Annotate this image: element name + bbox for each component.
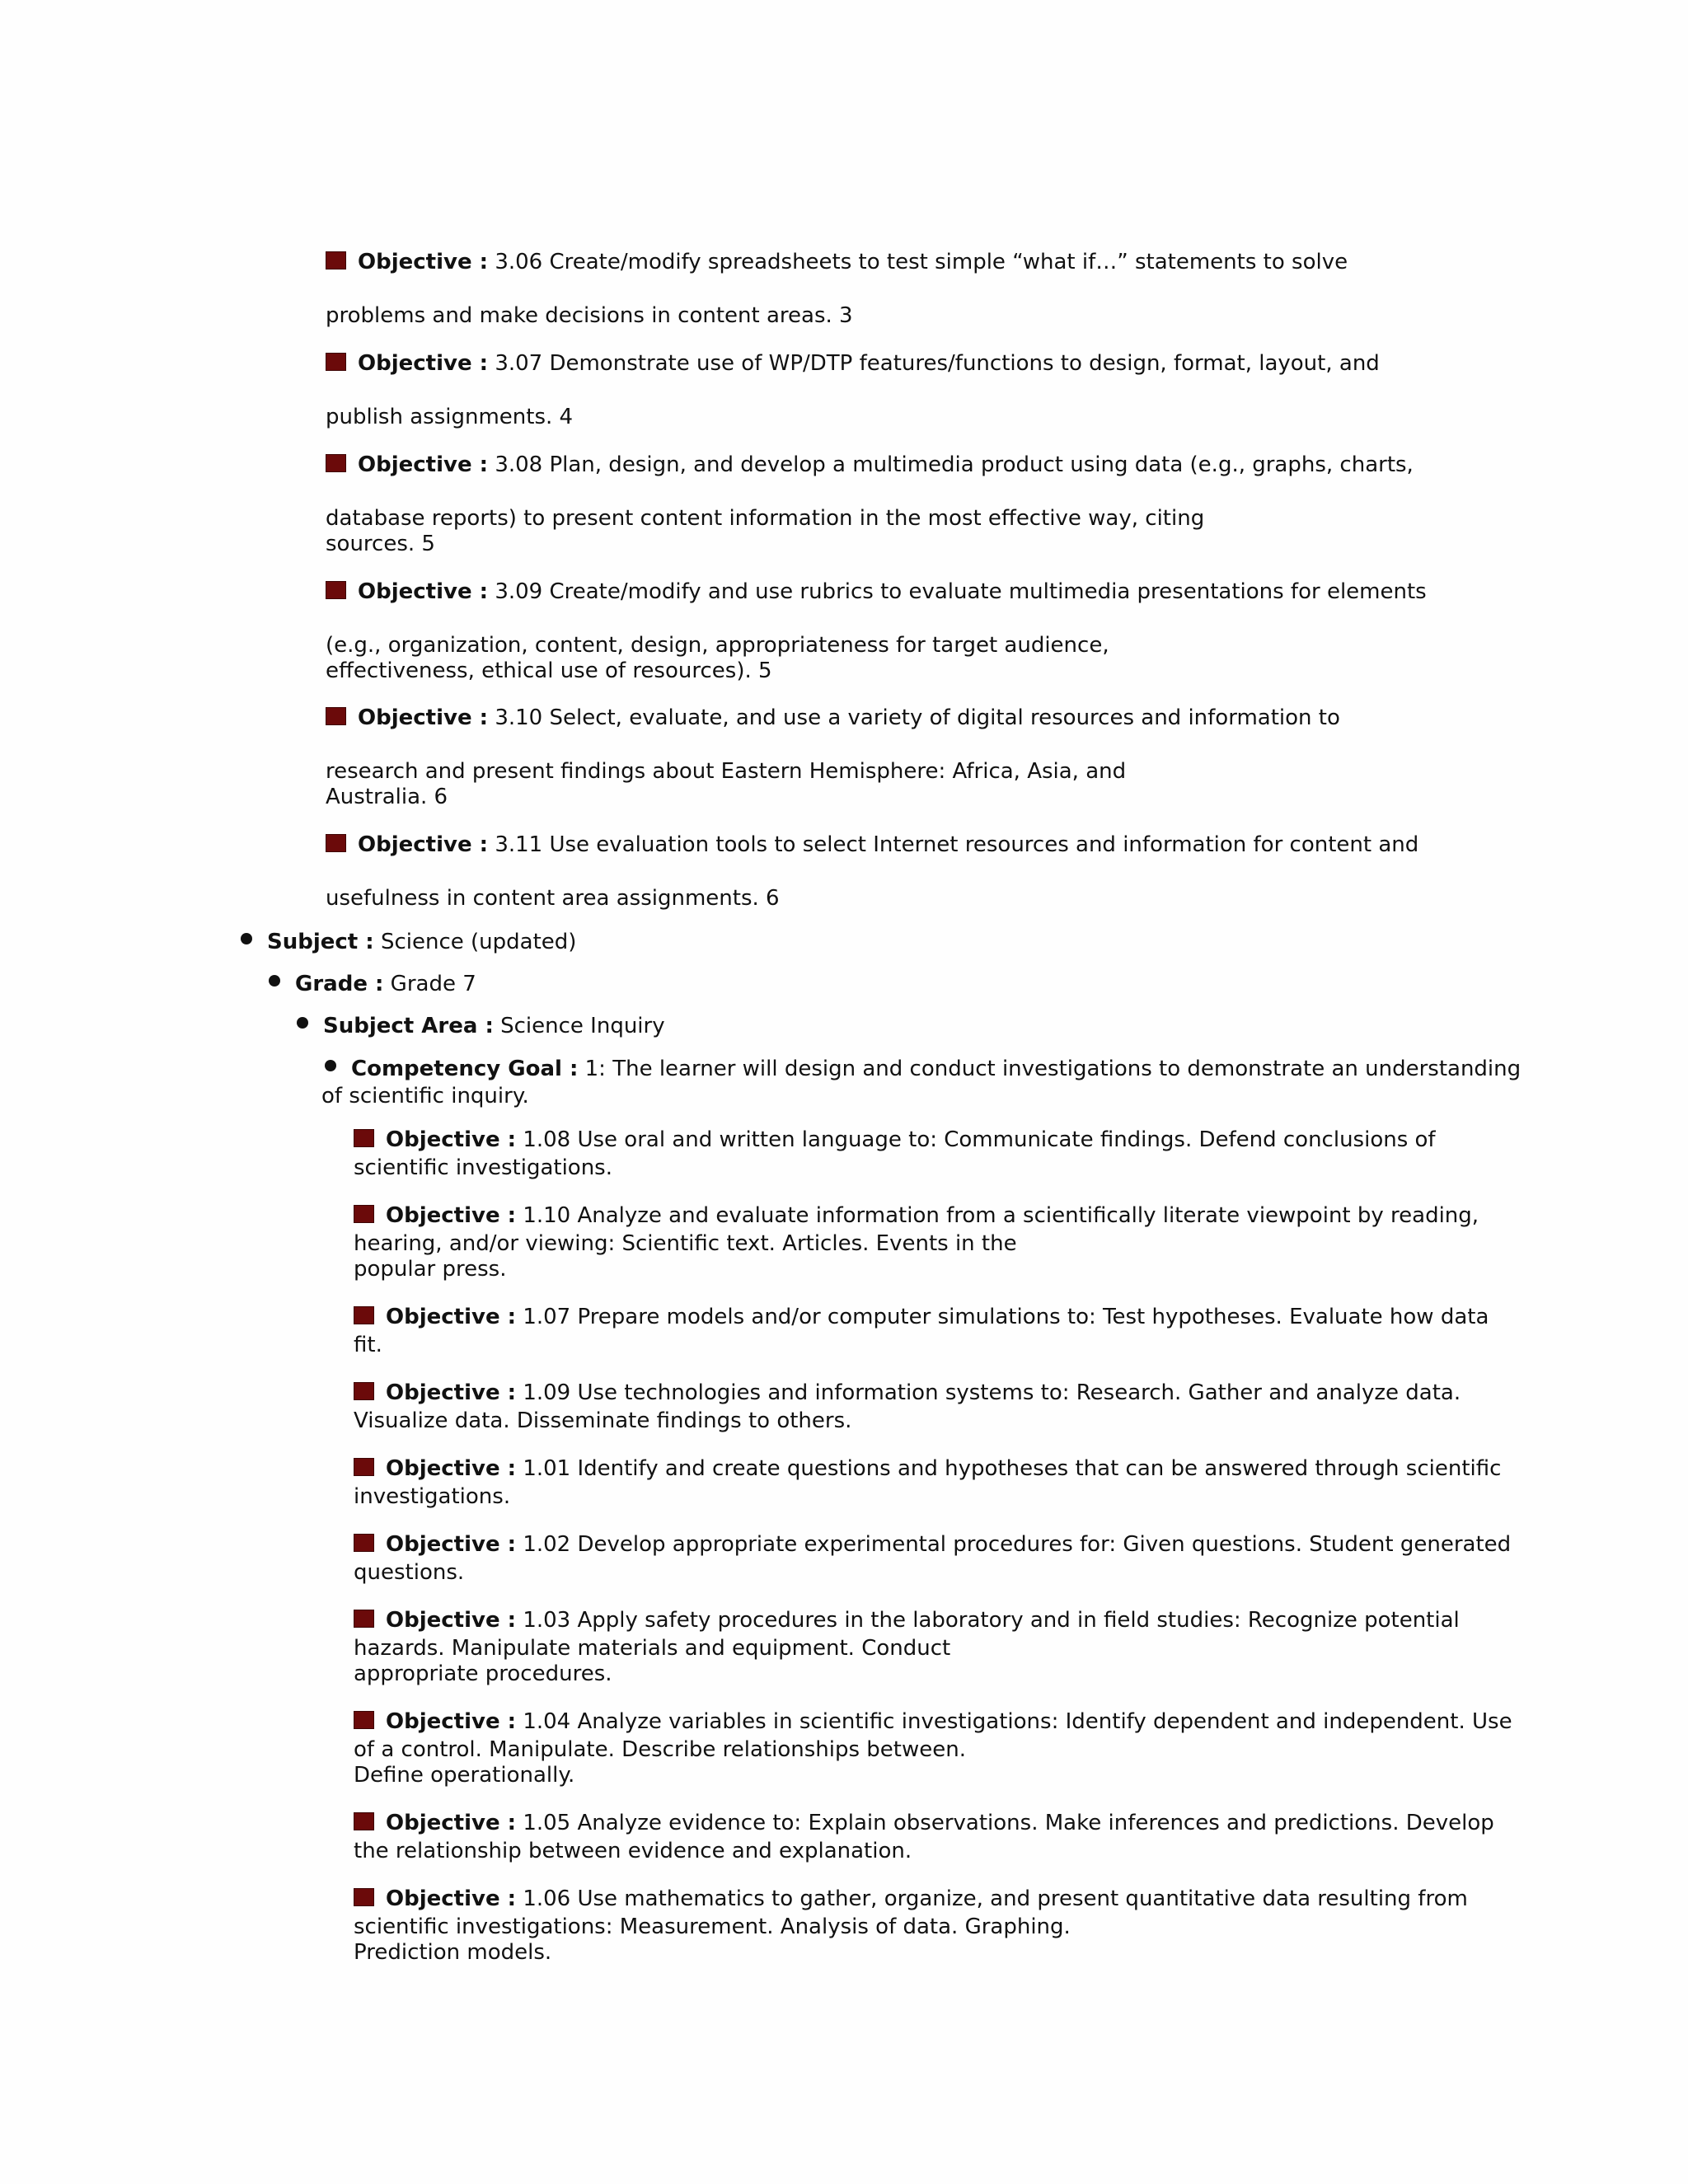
objective-continuation: questions. [354, 1560, 465, 1585]
objective-text: 3.10 Select, evaluate, and use a variety of digital resources and information to [495, 705, 1340, 730]
subject-area-label: Subject Area : [323, 1014, 494, 1038]
subject-bullet-icon [241, 933, 252, 944]
objective-bullet-icon [354, 1382, 374, 1400]
objective-label: Objective : [386, 1532, 517, 1557]
objective-label: Objective : [358, 705, 489, 730]
objective-continuation: of a control. Manipulate. Describe relationships between. [354, 1737, 966, 1762]
objective-continuation: (e.g., organization, content, design, appropriateness for target audience, [326, 633, 1109, 658]
subject-area-line [323, 1013, 665, 1039]
objective-line [386, 1531, 1511, 1558]
objective-text: 1.01 Identify and create questions and hypotheses that can be answered through scientific [523, 1456, 1502, 1481]
objective-text: 1.02 Develop appropriate experimental procedures for: Given questions. Student generated [523, 1532, 1512, 1557]
objective-text: 3.09 Create/modify and use rubrics to evaluate multimedia presentations for elements [495, 579, 1427, 604]
objective-continuation: hearing, and/or viewing: Scientific text. Articles. Events in the [354, 1231, 1017, 1256]
objective-continuation: database reports) to present content information in the most effective way, citing [326, 506, 1205, 531]
objective-continuation: popular press. [354, 1257, 507, 1282]
objective-line [386, 1810, 1494, 1836]
objective-text: 1.10 Analyze and evaluate information from a scientifically literate viewpoint by reading, [523, 1203, 1479, 1228]
objective-text: 1.05 Analyze evidence to: Explain observations. Make inferences and predictions. Develop [523, 1811, 1494, 1835]
objective-label: Objective : [358, 452, 489, 477]
objective-label: Objective : [386, 1127, 517, 1152]
objective-bullet-icon [354, 1534, 374, 1552]
objective-text: 1.07 Prepare models and/or computer simulations to: Test hypotheses. Evaluate how data [523, 1305, 1489, 1329]
subject-area-bullet-icon [297, 1017, 308, 1029]
objective-bullet-icon [326, 353, 346, 371]
objective-line [386, 1886, 1468, 1912]
objective-bullet-icon [354, 1711, 374, 1729]
objective-text: 1.03 Apply safety procedures in the laboratory and in field studies: Recognize potential [523, 1608, 1460, 1633]
objective-text: 1.06 Use mathematics to gather, organize, and present quantitative data resulting from [523, 1886, 1468, 1911]
objective-label: Objective : [386, 1456, 517, 1481]
objective-label: Objective : [386, 1203, 517, 1228]
objective-continuation: effectiveness, ethical use of resources). 5 [326, 658, 772, 683]
objective-line [358, 249, 1348, 275]
objective-label: Objective : [386, 1886, 517, 1911]
objective-label: Objective : [358, 579, 489, 604]
objective-line [358, 350, 1380, 377]
objective-label: Objective : [358, 250, 489, 274]
objective-line [386, 1202, 1479, 1229]
competency-goal-continuation: of scientific inquiry. [321, 1084, 529, 1108]
objective-bullet-icon [326, 834, 346, 852]
objective-text: 3.11 Use evaluation tools to select Internet resources and information for content and [495, 832, 1419, 857]
objective-line [386, 1455, 1501, 1482]
objective-continuation: investigations. [354, 1484, 511, 1509]
objective-bullet-icon [354, 1458, 374, 1476]
objective-line [358, 579, 1427, 605]
objective-continuation: problems and make decisions in content areas. 3 [326, 303, 853, 328]
objective-continuation: fit. [354, 1333, 382, 1357]
grade-value: Grade 7 [390, 972, 476, 996]
objective-continuation: research and present findings about Eastern Hemisphere: Africa, Asia, and [326, 759, 1127, 784]
competency-goal-line [351, 1056, 1521, 1082]
objective-continuation: Prediction models. [354, 1940, 552, 1965]
subject-line [267, 929, 576, 955]
objective-bullet-icon [326, 251, 346, 269]
objective-continuation: Visualize data. Disseminate findings to others. [354, 1408, 852, 1433]
objective-line [358, 705, 1340, 731]
objective-label: Objective : [386, 1709, 517, 1734]
grade-label: Grade : [295, 972, 384, 996]
objective-bullet-icon [326, 707, 346, 725]
objective-continuation: the relationship between evidence and explanation. [354, 1839, 912, 1863]
objective-continuation: usefulness in content area assignments. 6 [326, 886, 780, 911]
objective-continuation: publish assignments. 4 [326, 405, 574, 429]
objective-continuation: scientific investigations. [354, 1155, 612, 1180]
objective-bullet-icon [354, 1205, 374, 1223]
objective-continuation: hazards. Manipulate materials and equipment. Conduct [354, 1636, 951, 1661]
objective-line [386, 1607, 1460, 1633]
objective-line [358, 832, 1418, 858]
objective-bullet-icon [354, 1812, 374, 1830]
objective-bullet-icon [354, 1306, 374, 1324]
objective-text: 1.08 Use oral and written language to: Communicate findings. Defend conclusions of [523, 1127, 1436, 1152]
competency-goal-label: Competency Goal : [351, 1057, 579, 1081]
grade-bullet-icon [269, 975, 280, 987]
objective-text: 1.04 Analyze variables in scientific investigations: Identify dependent and independent. Use [523, 1709, 1512, 1734]
objective-text: 1.09 Use technologies and information systems to: Research. Gather and analyze data. [523, 1380, 1461, 1405]
objective-label: Objective : [386, 1608, 517, 1633]
objective-line [386, 1127, 1436, 1153]
objective-line [358, 452, 1414, 478]
objective-bullet-icon [354, 1129, 374, 1147]
objective-label: Objective : [386, 1305, 517, 1329]
competency-goal-bullet-icon [325, 1060, 336, 1071]
objective-text: 3.07 Demonstrate use of WP/DTP features/functions to design, format, layout, and [495, 351, 1380, 376]
subject-label: Subject : [267, 930, 374, 954]
objective-text: 3.06 Create/modify spreadsheets to test simple “what if…” statements to solve [495, 250, 1348, 274]
objective-line [386, 1304, 1489, 1330]
objective-bullet-icon [326, 454, 346, 472]
objective-label: Objective : [386, 1380, 517, 1405]
objective-text: 3.08 Plan, design, and develop a multimedia product using data (e.g., graphs, charts, [495, 452, 1414, 477]
competency-goal-text: 1: The learner will design and conduct investigations to demonstrate an understanding [584, 1057, 1522, 1081]
subject-value: Science (updated) [380, 930, 577, 954]
objective-continuation: Define operationally. [354, 1763, 575, 1788]
objective-line [386, 1380, 1461, 1406]
objective-continuation: scientific investigations: Measurement. Analysis of data. Graphing. [354, 1915, 1071, 1939]
objective-line [386, 1708, 1512, 1735]
objective-bullet-icon [326, 581, 346, 599]
grade-line [295, 971, 476, 997]
objective-continuation: appropriate procedures. [354, 1661, 612, 1686]
objective-bullet-icon [354, 1888, 374, 1906]
objective-continuation: Australia. 6 [326, 785, 448, 809]
objective-continuation: sources. 5 [326, 532, 435, 556]
subject-area-value: Science Inquiry [500, 1014, 665, 1038]
objective-bullet-icon [354, 1610, 374, 1628]
objective-label: Objective : [358, 832, 489, 857]
objective-label: Objective : [386, 1811, 517, 1835]
objective-label: Objective : [358, 351, 489, 376]
